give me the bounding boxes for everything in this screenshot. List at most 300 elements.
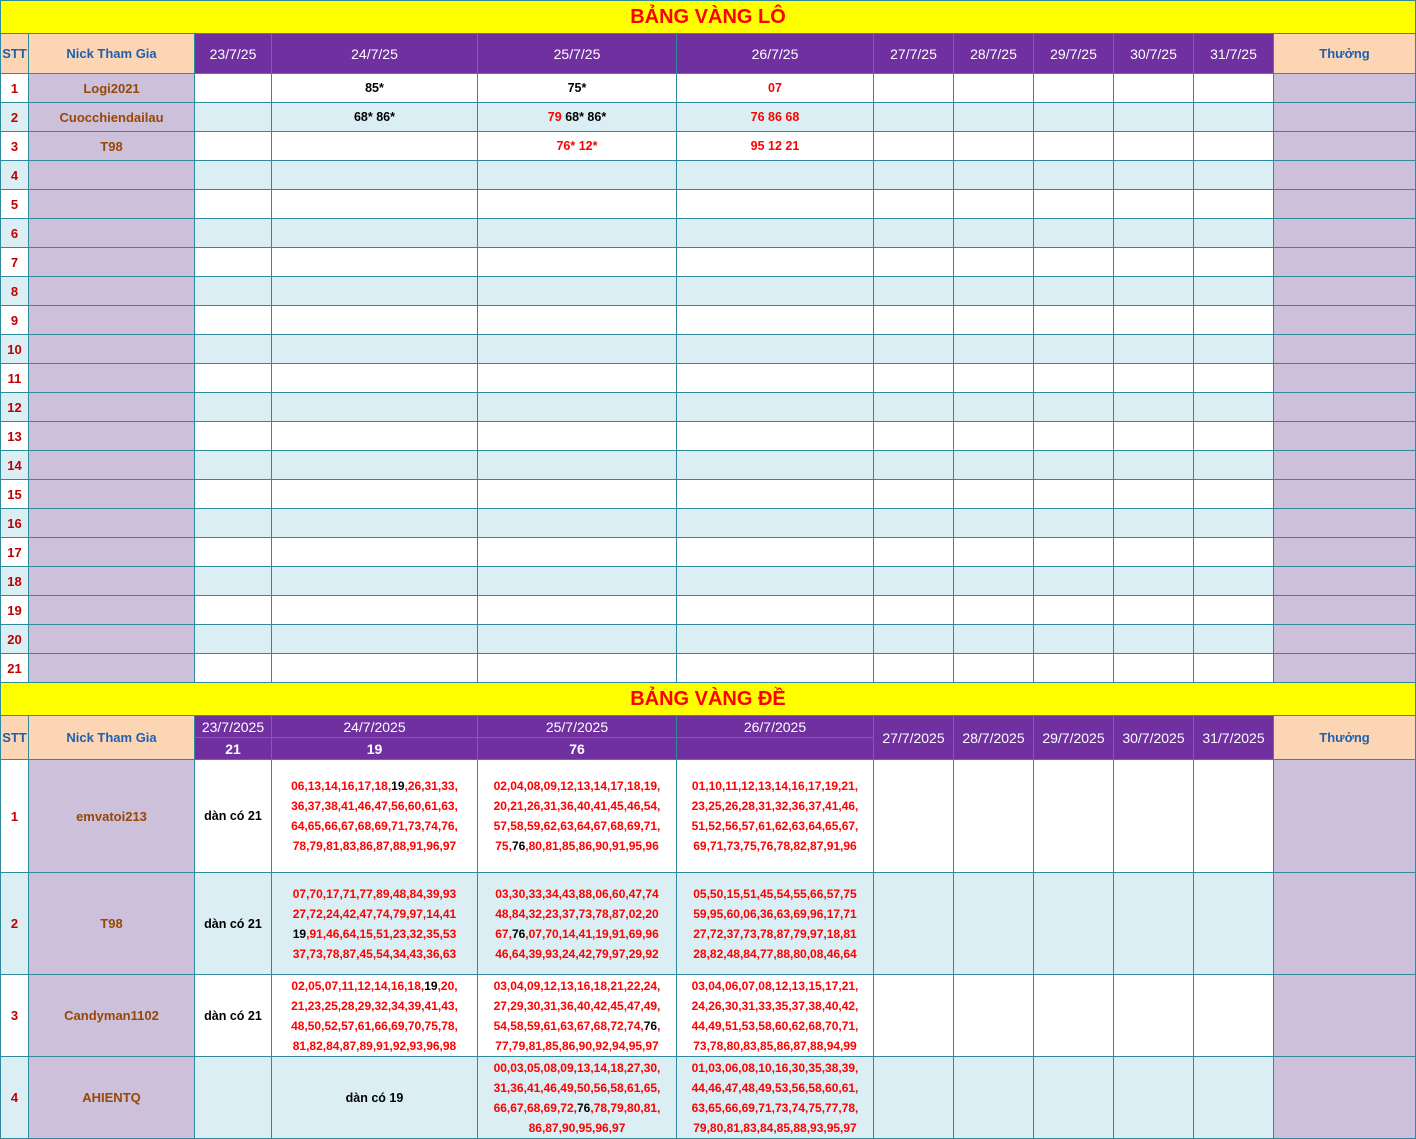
lo-cell[interactable] xyxy=(195,161,272,190)
lo-nick xyxy=(29,625,195,654)
de-cell[interactable] xyxy=(272,975,478,1057)
cell-segment: 79 xyxy=(547,110,566,124)
de-result: 76 xyxy=(478,738,677,760)
lo-cell[interactable] xyxy=(1194,132,1274,161)
lo-cell[interactable] xyxy=(1194,596,1274,625)
lo-cell[interactable] xyxy=(1194,654,1274,683)
lo-cell[interactable] xyxy=(1194,567,1274,596)
lo-cell[interactable] xyxy=(272,219,478,248)
lo-header-nick: Nick Tham Gia xyxy=(29,34,195,74)
de-cell[interactable]: dàn có 21 xyxy=(195,873,272,975)
de-cell[interactable] xyxy=(1034,760,1114,873)
lo-cell[interactable] xyxy=(1114,103,1194,132)
lo-cell[interactable] xyxy=(954,306,1034,335)
de-cell[interactable] xyxy=(1114,975,1194,1057)
lo-cell[interactable] xyxy=(954,103,1034,132)
lo-cell[interactable] xyxy=(272,74,478,103)
lo-reward xyxy=(1274,161,1416,190)
lo-row xyxy=(1,103,1416,132)
lo-cell[interactable] xyxy=(195,393,272,422)
lo-nick xyxy=(29,654,195,683)
lo-cell[interactable] xyxy=(1114,277,1194,306)
de-cell[interactable] xyxy=(874,760,954,873)
lo-cell[interactable] xyxy=(1114,596,1194,625)
lo-cell[interactable] xyxy=(478,248,677,277)
lo-cell[interactable] xyxy=(874,451,954,480)
de-reward xyxy=(1274,760,1416,873)
lo-cell[interactable] xyxy=(272,335,478,364)
lo-cell[interactable] xyxy=(1194,509,1274,538)
lo-reward xyxy=(1274,74,1416,103)
lo-cell[interactable] xyxy=(677,567,874,596)
lo-cell[interactable] xyxy=(195,306,272,335)
lo-cell[interactable] xyxy=(1194,480,1274,509)
lo-stt: 16 xyxy=(1,509,29,538)
cell-segment: 68* 86* xyxy=(353,110,395,124)
de-cell[interactable] xyxy=(478,873,677,975)
lo-cell[interactable] xyxy=(874,190,954,219)
lo-cell[interactable] xyxy=(677,161,874,190)
lo-cell[interactable] xyxy=(677,654,874,683)
lo-cell[interactable] xyxy=(195,364,272,393)
lo-stt: 5 xyxy=(1,190,29,219)
de-cell[interactable] xyxy=(478,975,677,1057)
lo-cell[interactable] xyxy=(272,451,478,480)
lo-cell[interactable] xyxy=(272,190,478,219)
lo-cell[interactable] xyxy=(874,335,954,364)
lo-cell[interactable] xyxy=(1194,422,1274,451)
cell-segment: , 77,79,81,85,86,90,92,94,95,97 xyxy=(495,1018,661,1053)
lo-cell[interactable] xyxy=(195,190,272,219)
de-result xyxy=(677,738,874,760)
de-stt: 3 xyxy=(1,975,29,1057)
de-cell[interactable] xyxy=(272,873,478,975)
de-cell[interactable] xyxy=(478,1057,677,1139)
lo-cell[interactable] xyxy=(272,306,478,335)
lo-stt: 19 xyxy=(1,596,29,625)
de-cell[interactable] xyxy=(677,1057,874,1139)
lo-cell[interactable] xyxy=(1114,248,1194,277)
lo-cell[interactable] xyxy=(954,654,1034,683)
lo-cell[interactable] xyxy=(874,538,954,567)
lo-cell[interactable] xyxy=(1034,132,1114,161)
de-cell[interactable] xyxy=(1034,1057,1114,1139)
lo-row xyxy=(1,393,1416,422)
lo-cell[interactable] xyxy=(954,132,1034,161)
lo-stt: 21 xyxy=(1,654,29,683)
lo-row xyxy=(1,219,1416,248)
lo-header-reward: Thưởng xyxy=(1274,34,1416,74)
lo-nick xyxy=(29,161,195,190)
lo-cell[interactable] xyxy=(272,567,478,596)
lo-cell[interactable] xyxy=(874,306,954,335)
cell-segment: ,80,81,85,86,90,91,95,96 xyxy=(525,839,659,853)
lo-cell[interactable] xyxy=(677,480,874,509)
de-row xyxy=(1,873,1416,975)
lo-cell[interactable] xyxy=(874,393,954,422)
lo-cell[interactable] xyxy=(478,103,677,132)
lo-cell[interactable] xyxy=(1194,335,1274,364)
lo-cell[interactable] xyxy=(272,277,478,306)
lo-cell[interactable] xyxy=(195,248,272,277)
lo-cell[interactable] xyxy=(874,219,954,248)
lo-nick xyxy=(29,538,195,567)
lo-nick xyxy=(29,306,195,335)
lo-cell[interactable] xyxy=(874,161,954,190)
lo-cell[interactable] xyxy=(272,509,478,538)
lo-cell[interactable] xyxy=(195,596,272,625)
lo-cell[interactable] xyxy=(272,132,478,161)
lo-cell[interactable] xyxy=(677,103,874,132)
de-cell[interactable] xyxy=(954,873,1034,975)
lo-cell[interactable] xyxy=(1114,335,1194,364)
lo-cell[interactable] xyxy=(478,625,677,654)
de-result: 21 xyxy=(195,738,272,760)
lo-cell[interactable] xyxy=(1034,393,1114,422)
lo-cell[interactable] xyxy=(1114,422,1194,451)
lo-cell[interactable] xyxy=(195,335,272,364)
lo-cell[interactable] xyxy=(478,422,677,451)
lo-cell[interactable] xyxy=(1034,422,1114,451)
lo-header-date: 23/7/25 xyxy=(195,34,272,74)
de-cell[interactable] xyxy=(1034,975,1114,1057)
lo-cell[interactable] xyxy=(1194,393,1274,422)
lo-cell[interactable] xyxy=(954,74,1034,103)
lo-cell[interactable] xyxy=(954,364,1034,393)
de-cell[interactable] xyxy=(874,1057,954,1139)
lo-row xyxy=(1,480,1416,509)
de-cell[interactable]: dàn có 19 xyxy=(272,1057,478,1139)
lo-cell[interactable] xyxy=(874,654,954,683)
lo-cell[interactable] xyxy=(1194,277,1274,306)
lo-cell[interactable] xyxy=(1194,364,1274,393)
lo-cell[interactable] xyxy=(1114,161,1194,190)
lo-cell[interactable] xyxy=(874,509,954,538)
lo-cell[interactable] xyxy=(874,422,954,451)
de-cell[interactable] xyxy=(874,873,954,975)
lo-cell[interactable] xyxy=(478,596,677,625)
lo-cell[interactable] xyxy=(478,277,677,306)
cell-segment: 03,04,06,07,08,12,13,15,17,21, 24,26,30,31,33,35,37,38,40,42, 44,49,51,53,58,60,62,68,70,71, 73,78,80,83,85,86,87,88,94,99 xyxy=(691,978,859,1053)
lo-cell[interactable] xyxy=(1034,567,1114,596)
de-cell[interactable] xyxy=(1114,873,1194,975)
cell-segment: 07 xyxy=(768,81,782,95)
lo-cell[interactable] xyxy=(954,567,1034,596)
lo-cell[interactable] xyxy=(677,509,874,538)
de-cell[interactable] xyxy=(1194,1057,1274,1139)
lo-cell[interactable] xyxy=(954,248,1034,277)
lo-cell[interactable] xyxy=(478,654,677,683)
lo-cell[interactable] xyxy=(677,393,874,422)
lo-cell[interactable] xyxy=(272,103,478,132)
de-cell[interactable] xyxy=(677,760,874,873)
lo-cell[interactable] xyxy=(478,306,677,335)
lo-stt: 1 xyxy=(1,74,29,103)
lo-cell[interactable] xyxy=(677,248,874,277)
lo-cell[interactable] xyxy=(195,567,272,596)
lo-nick xyxy=(29,480,195,509)
lo-cell[interactable] xyxy=(954,335,1034,364)
lo-reward xyxy=(1274,364,1416,393)
lo-stt: 10 xyxy=(1,335,29,364)
lo-cell[interactable] xyxy=(677,335,874,364)
lo-cell[interactable] xyxy=(874,596,954,625)
lo-cell[interactable] xyxy=(874,132,954,161)
lo-cell[interactable] xyxy=(954,190,1034,219)
de-cell[interactable] xyxy=(195,1057,272,1139)
de-header-date: 23/7/2025 xyxy=(195,716,272,738)
lo-cell[interactable] xyxy=(1114,74,1194,103)
lo-cell[interactable] xyxy=(1034,451,1114,480)
lo-cell[interactable] xyxy=(1034,190,1114,219)
de-header-stt: STT xyxy=(1,716,29,760)
lo-cell[interactable] xyxy=(1034,538,1114,567)
lo-cell[interactable] xyxy=(478,161,677,190)
de-cell[interactable] xyxy=(1034,873,1114,975)
de-cell[interactable] xyxy=(954,975,1034,1057)
lo-cell[interactable] xyxy=(272,393,478,422)
lo-cell[interactable] xyxy=(1034,480,1114,509)
lo-nick: T98 xyxy=(29,132,195,161)
lo-cell[interactable] xyxy=(195,480,272,509)
lo-cell[interactable] xyxy=(478,509,677,538)
lo-cell[interactable] xyxy=(195,451,272,480)
lo-cell[interactable] xyxy=(677,364,874,393)
lo-nick xyxy=(29,422,195,451)
lo-cell[interactable] xyxy=(1114,625,1194,654)
lo-cell[interactable] xyxy=(677,74,874,103)
lo-cell[interactable] xyxy=(195,103,272,132)
lo-cell[interactable] xyxy=(478,480,677,509)
lo-cell[interactable] xyxy=(1034,335,1114,364)
lo-cell[interactable] xyxy=(1034,625,1114,654)
lo-cell[interactable] xyxy=(874,364,954,393)
de-stt: 2 xyxy=(1,873,29,975)
lo-cell[interactable] xyxy=(1114,132,1194,161)
lo-cell[interactable] xyxy=(874,103,954,132)
lo-cell[interactable] xyxy=(1194,248,1274,277)
lo-reward xyxy=(1274,538,1416,567)
lo-cell[interactable] xyxy=(1194,190,1274,219)
lo-cell[interactable] xyxy=(1034,74,1114,103)
lo-cell[interactable] xyxy=(1194,74,1274,103)
lo-cell[interactable] xyxy=(478,364,677,393)
lo-cell[interactable] xyxy=(1114,538,1194,567)
de-cell[interactable] xyxy=(874,975,954,1057)
lo-cell[interactable] xyxy=(272,596,478,625)
lo-cell[interactable] xyxy=(677,277,874,306)
lo-header-date: 27/7/25 xyxy=(874,34,954,74)
lo-reward xyxy=(1274,103,1416,132)
de-row xyxy=(1,1057,1416,1139)
lo-row xyxy=(1,364,1416,393)
lo-cell[interactable] xyxy=(954,480,1034,509)
de-cell[interactable] xyxy=(1114,760,1194,873)
lo-cell[interactable] xyxy=(954,277,1034,306)
cell-segment: 76* 12* xyxy=(556,139,598,153)
lo-cell[interactable] xyxy=(874,625,954,654)
lo-cell[interactable] xyxy=(195,277,272,306)
cell-segment: 68* 86* xyxy=(565,110,607,124)
cell-segment: 03,30,33,34,43,88,06,60,47,74 48,84,32,23,37,73,78,87,02,20 67, xyxy=(495,886,659,941)
lo-stt: 3 xyxy=(1,132,29,161)
lo-cell[interactable] xyxy=(874,567,954,596)
lo-cell[interactable] xyxy=(195,132,272,161)
cell-segment: 02,04,08,09,12,13,14,17,18,19, 20,21,26,31,36,40,41,45,46,54, 57,58,59,62,63,64,67,68,69,71, 75, xyxy=(493,779,661,853)
lo-row xyxy=(1,335,1416,364)
lo-cell[interactable] xyxy=(677,596,874,625)
lo-cell[interactable] xyxy=(1114,509,1194,538)
lo-cell[interactable] xyxy=(1114,190,1194,219)
lo-cell[interactable] xyxy=(272,538,478,567)
lo-cell[interactable] xyxy=(1114,219,1194,248)
cell-segment: 02,05,07,11,12,14,16,18, xyxy=(291,978,425,993)
lo-cell[interactable] xyxy=(478,132,677,161)
lo-cell[interactable] xyxy=(677,451,874,480)
lo-cell[interactable] xyxy=(195,219,272,248)
lo-cell[interactable] xyxy=(478,74,677,103)
lo-cell[interactable] xyxy=(677,219,874,248)
lo-nick xyxy=(29,451,195,480)
de-cell[interactable] xyxy=(272,760,478,873)
lo-cell[interactable] xyxy=(954,393,1034,422)
lo-cell[interactable] xyxy=(1194,625,1274,654)
lo-cell[interactable] xyxy=(954,451,1034,480)
lo-cell[interactable] xyxy=(1034,654,1114,683)
lo-cell[interactable] xyxy=(677,538,874,567)
lo-cell[interactable] xyxy=(1114,567,1194,596)
lo-cell[interactable] xyxy=(1114,393,1194,422)
lo-cell[interactable] xyxy=(1034,248,1114,277)
de-result: 19 xyxy=(272,738,478,760)
de-cell[interactable] xyxy=(677,975,874,1057)
de-cell[interactable] xyxy=(1194,873,1274,975)
lo-cell[interactable] xyxy=(874,248,954,277)
de-cell[interactable] xyxy=(954,760,1034,873)
lo-row xyxy=(1,248,1416,277)
lo-cell[interactable] xyxy=(874,74,954,103)
lo-cell[interactable] xyxy=(1194,103,1274,132)
lo-cell[interactable] xyxy=(1194,161,1274,190)
lo-cell[interactable] xyxy=(272,161,478,190)
de-cell[interactable] xyxy=(478,760,677,873)
lo-cell[interactable] xyxy=(195,422,272,451)
lo-cell[interactable] xyxy=(1194,538,1274,567)
cell-segment: 00,03,05,08,09,13,14,18,27,30, 31,36,41,46,49,50,56,58,61,65, 66,67,68,69,72, xyxy=(493,1060,661,1115)
lo-reward xyxy=(1274,567,1416,596)
lo-cell[interactable] xyxy=(1034,103,1114,132)
lo-cell[interactable] xyxy=(1114,306,1194,335)
lo-cell[interactable] xyxy=(1114,364,1194,393)
lo-cell[interactable] xyxy=(677,132,874,161)
lo-cell[interactable] xyxy=(954,596,1034,625)
de-header-date: 25/7/2025 xyxy=(478,716,677,738)
lo-cell[interactable] xyxy=(874,480,954,509)
lo-cell[interactable] xyxy=(1034,364,1114,393)
lo-cell[interactable] xyxy=(272,364,478,393)
de-cell[interactable] xyxy=(1114,1057,1194,1139)
lo-cell[interactable] xyxy=(954,625,1034,654)
de-nick: emvatoi213 xyxy=(29,760,195,873)
lo-cell[interactable] xyxy=(1194,451,1274,480)
lo-cell[interactable] xyxy=(195,654,272,683)
lo-nick xyxy=(29,219,195,248)
lo-stt: 9 xyxy=(1,306,29,335)
lo-cell[interactable] xyxy=(195,74,272,103)
lo-cell[interactable] xyxy=(1034,277,1114,306)
cell-segment: 85* xyxy=(365,81,384,95)
lo-reward xyxy=(1274,654,1416,683)
lo-cell[interactable] xyxy=(1114,654,1194,683)
de-header-date: 26/7/2025 xyxy=(677,716,874,738)
lo-cell[interactable] xyxy=(478,393,677,422)
lo-cell[interactable] xyxy=(1114,480,1194,509)
lo-cell[interactable] xyxy=(195,625,272,654)
lo-cell[interactable] xyxy=(195,538,272,567)
lo-cell[interactable] xyxy=(272,480,478,509)
de-cell[interactable]: dàn có 21 xyxy=(195,760,272,873)
lo-cell[interactable] xyxy=(272,248,478,277)
lo-cell[interactable] xyxy=(954,161,1034,190)
lo-cell[interactable] xyxy=(1194,306,1274,335)
lo-cell[interactable] xyxy=(954,219,1034,248)
lo-cell[interactable] xyxy=(954,538,1034,567)
lo-cell[interactable] xyxy=(478,219,677,248)
lo-cell[interactable] xyxy=(195,509,272,538)
lo-cell[interactable] xyxy=(478,190,677,219)
lo-stt: 7 xyxy=(1,248,29,277)
lo-cell[interactable] xyxy=(478,567,677,596)
lo-title: BẢNG VÀNG LÔ xyxy=(1,1,1416,34)
lo-cell[interactable] xyxy=(1034,161,1114,190)
cell-segment: 19 xyxy=(292,926,307,941)
lo-row xyxy=(1,161,1416,190)
lo-cell[interactable] xyxy=(1194,219,1274,248)
lo-reward xyxy=(1274,625,1416,654)
lo-cell[interactable] xyxy=(677,422,874,451)
lo-cell[interactable] xyxy=(677,190,874,219)
lo-reward xyxy=(1274,596,1416,625)
de-cell[interactable]: dàn có 21 xyxy=(195,975,272,1057)
lo-nick xyxy=(29,277,195,306)
lo-cell[interactable] xyxy=(478,538,677,567)
lo-cell[interactable] xyxy=(677,306,874,335)
lo-cell[interactable] xyxy=(272,422,478,451)
lo-stt: 20 xyxy=(1,625,29,654)
de-cell[interactable] xyxy=(1194,975,1274,1057)
lo-cell[interactable] xyxy=(874,277,954,306)
lo-cell[interactable] xyxy=(272,654,478,683)
lo-stt: 13 xyxy=(1,422,29,451)
lo-cell[interactable] xyxy=(1034,509,1114,538)
lo-nick xyxy=(29,567,195,596)
lo-cell[interactable] xyxy=(478,335,677,364)
lo-cell[interactable] xyxy=(1034,596,1114,625)
lo-cell[interactable] xyxy=(1034,219,1114,248)
de-cell[interactable] xyxy=(1194,760,1274,873)
lo-cell[interactable] xyxy=(1034,306,1114,335)
lo-reward xyxy=(1274,509,1416,538)
lo-cell[interactable] xyxy=(272,625,478,654)
lo-cell[interactable] xyxy=(954,422,1034,451)
de-cell[interactable] xyxy=(677,873,874,975)
lo-cell[interactable] xyxy=(1114,451,1194,480)
de-cell[interactable] xyxy=(954,1057,1034,1139)
lo-cell[interactable] xyxy=(677,625,874,654)
lo-cell[interactable] xyxy=(478,451,677,480)
de-nick: AHIENTQ xyxy=(29,1057,195,1139)
lo-cell[interactable] xyxy=(954,509,1034,538)
